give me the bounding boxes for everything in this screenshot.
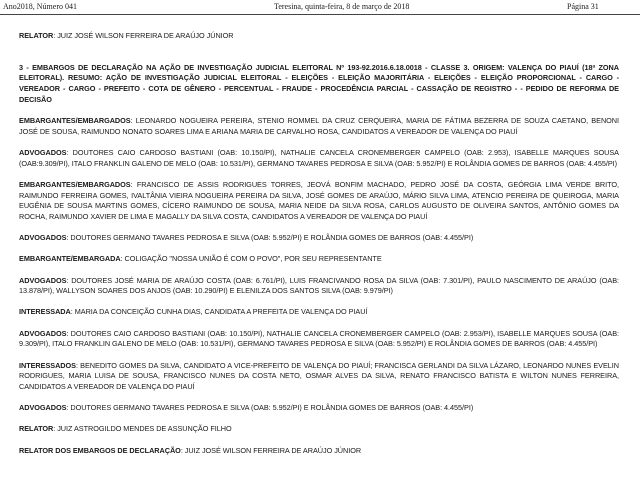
paragraph-label: INTERESSADA: [19, 307, 71, 317]
paragraph-text: : JUIZ ASTROGILDO MENDES DE ASSUNÇÃO FILHO: [53, 424, 232, 434]
header-divider: [0, 14, 640, 15]
paragraph-text: : DOUTORES CAIO CARDOSO BASTIANI (OAB: 10.150/PI), NATHALIE CANCELA CRONEMBERGER CAMPELO (OAB: 2.953/PI), ISABELLE MARQUES SOUSA (OAB: 9.309/PI), ITALO FRANKLIN GALENO DE MELO (OAB: 10.531/PI), GERMANO TAVARES PEDROSA E SILVA (OAB: 5.952/PI) E ROLÂNDIA GOMES DE BARROS (OAB: 4.455/PI): [19, 328, 619, 349]
paragraph-embargantes-2: [19, 180, 619, 223]
document-body: [19, 31, 619, 467]
paragraph-label: RELATOR: [19, 424, 54, 434]
paragraph-text: : FRANCISCO DE ASSIS RODRIGUES TORRES, JEOVÁ BONFIM MACHADO, PEDRO JOSÉ DA COSTA, GEÓRGIA LIMA VERDE BRITO, RAIMUNDO FERREIRA GOMES, IVALTÂNIA VIEIRA NOGUEIRA PEREIRA DA SILVA, JOSÉ GOMES DE ARAÚJO, MÁRIO SILVA LIMA, ATENCIO PEREIRA DE QUEIROGA, MARIA EUGÊNIA DE SOUSA MARTINS GOMES, CÍCERO RAIMUNDO DE SOUSA, MARIA NEIDE DA SILVA ROSA, CARLOS AUGUSTO DE OLIVEIRA SANTOS, ANTÔNIO GOMES DA ROCHA, RAIMUNDO XAVIER DE LIMA E MAGALLY DA SILVA COSTA, CANDIDATOS A VEREADOR DE VALENÇA DO PIAUÍ: [19, 179, 619, 221]
paragraph-text: : COLIGAÇÃO "NOSSA UNIÃO É COM O POVO", POR SEU REPRESENTANTE: [120, 254, 382, 264]
issue-number: Ano2018, Número 041: [3, 2, 77, 11]
paragraph-label: RELATOR: [19, 31, 54, 40]
paragraph-label: ADVOGADOS: [19, 233, 67, 243]
paragraph-label: EMBARGANTES/EMBARGADOS: [19, 179, 131, 189]
paragraph-case-title: [19, 63, 619, 106]
paragraph-advogados-1: [19, 148, 619, 169]
paragraph-advogados-2: [19, 233, 619, 244]
paragraph-text: : MARIA DA CONCEIÇÃO CUNHA DIAS, CANDIDATA A PREFEITA DE VALENÇA DO PIAUÍ: [70, 307, 368, 317]
paragraph-text: : DOUTORES CAIO CARDOSO BASTIANI (OAB: 10.150/PI), NATHALIE CANCELA CRONEMBERGER CAMPELO (OAB: 2.953), ISABELLE MARQUES SOUSA (OAB:9.309/PI), ITALO FRANKLIN GALENO DE MELO (OAB: 10.531/PI), GERMANO TAVARES PEDROSA E SILVA (OAB: 5.952/PI) E ROLÂNDIA GOMES DE BARROS (OAB: 4.455/PI): [19, 147, 619, 168]
paragraph-relator: [19, 31, 619, 42]
paragraph-label: EMBARGANTES/EMBARGADOS: [19, 116, 131, 126]
paragraph-advogados-3: [19, 276, 619, 297]
paragraph-label: RELATOR DOS EMBARGOS DE DECLARAÇÃO: [19, 445, 181, 455]
paragraph-relator-2: [19, 424, 619, 435]
page-header: [0, 0, 640, 12]
paragraph-advogados-5: [19, 403, 619, 414]
paragraph-label: EMBARGANTE/EMBARGADA: [19, 254, 121, 264]
publication-date: Teresina, quinta-feira, 8 de março de 2018: [274, 2, 410, 11]
page-number: Página 31: [567, 2, 599, 11]
paragraph-text: : LEONARDO NOGUEIRA PEREIRA, STENIO ROMMEL DA CRUZ CERQUEIRA, MARIA DE FÁTIMA BEZERRA DE SOUZA CAETANO, BENONI JOSÉ DE SOUSA, RAIMUNDO NONATO SOARES LIMA E ARIANA MARIA DE CARVALHO ROSA, CANDIDATOS A VEREADOR DE VALENÇA DO PIAUÍ: [19, 116, 619, 136]
paragraph-text: : DOUTORES GERMANO TAVARES PEDROSA E SILVA (OAB: 5.952/PI) E ROLÂNDIA GOMES DE BARROS (OAB: 4.455/PI): [66, 233, 474, 243]
paragraph-text: : JUIZ JOSÉ WILSON FERREIRA DE ARAÚJO JÚNIOR: [180, 445, 362, 455]
paragraph-advogados-4: [19, 329, 619, 350]
paragraph-label: 3 - EMBARGOS DE DECLARAÇÃO NA AÇÃO DE INVESTIGAÇÃO JUDICIAL ELEITORAL Nº 193-92.2016.6.18.0018 - CLASSE 3. ORIGEM: VALENÇA DO PIAUÍ (18ª ZONA ELEITORAL). RESUMO: AÇÃO DE INVESTIGAÇÃO JUDICIAL ELEITORAL - ELEIÇÕES - ELEIÇÃO MAJORITÁRIA - ELEIÇÕES - ELEIÇÃO PROPORCIONAL - CARGO - VEREADOR - CARGO - PREFEITO - COTA DE GÊNERO - PERCENTUAL - FRAUDE - PROCEDÊNCIA PARCIAL - CASSAÇÃO DE REGISTRO - - PEDIDO DE REFORMA DE DECISÃO: [19, 62, 619, 104]
paragraph-label: ADVOGADOS: [19, 275, 67, 285]
paragraph-relator-embargos: [19, 446, 619, 457]
paragraph-interessada: [19, 307, 619, 318]
paragraph-text: : DOUTORES JOSÉ MARIA DE ARAÚJO COSTA (OAB: 6.761/PI), LUIS FRANCIVANDO ROSA DA SILVA (OAB: 7.301/PI), PAULO NASCIMENTO DE ARAÚJO (OAB: 13.878/PI), WALLYSON SOARES DOS ANJOS (OAB: 10.290/PI) E ELENILZA DOS SANTOS SILVA (OAB: 9.979/PI): [19, 275, 619, 296]
paragraph-interessados: [19, 361, 619, 393]
paragraph-text: : JUIZ JOSÉ WILSON FERREIRA DE ARAÚJO JÚNIOR: [53, 31, 234, 40]
paragraph-embargante-coligacao: [19, 254, 619, 265]
paragraph-embargantes-1: [19, 116, 619, 137]
paragraph-text: : BENEDITO GOMES DA SILVA, CANDIDATO A VICE-PREFEITO DE VALENÇA DO PIAUÍ; FRANCISCA GERLANDI DA SILVA LÁZARO, LEONARDO NUNES EVELIN RODRIGUES, MARIA LUISA DE SOUSA, FRANCISCO NUNES DA COSTA NETO, OSMAR ALVES DA SILVA, RENATO FRANCISCO BATISTA E WILTON NUNES FERREIRA, CANDIDATOS A VEREADOR DE VALENÇA DO PIAUÍ: [19, 360, 619, 391]
paragraph-label: ADVOGADOS: [19, 328, 67, 338]
paragraph-label: INTERESSADOS: [19, 360, 76, 370]
paragraph-label: ADVOGADOS: [19, 147, 67, 157]
paragraph-text: : DOUTORES GERMANO TAVARES PEDROSA E SILVA (OAB: 5.952/PI) E ROLÂNDIA GOMES DE BARROS (OAB: 4.455/PI): [66, 403, 474, 413]
paragraph-label: ADVOGADOS: [19, 403, 67, 413]
